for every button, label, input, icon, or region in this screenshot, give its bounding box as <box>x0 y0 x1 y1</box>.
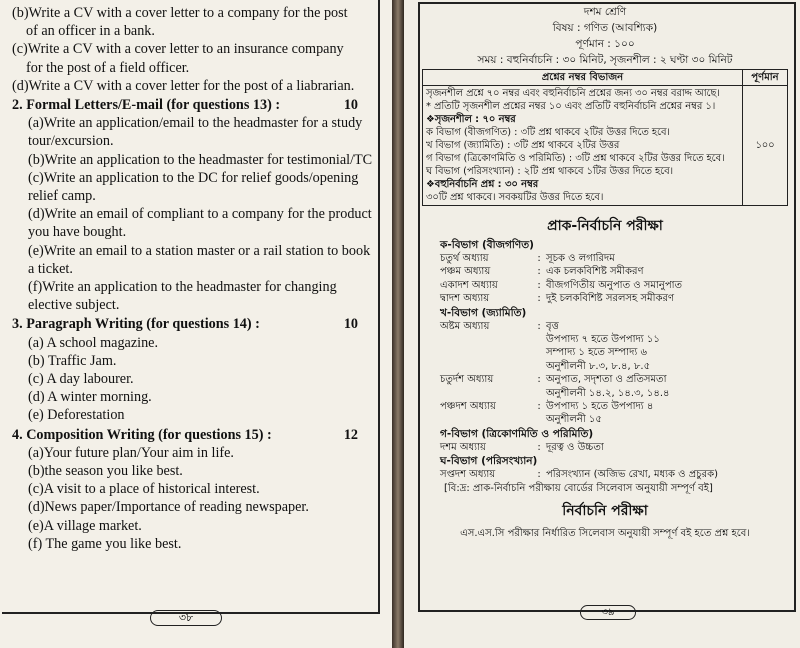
syllabus-row <box>422 360 788 373</box>
syllabus-row: অষ্টম অধ্যায় : বৃত্ত <box>422 320 788 333</box>
list-item: tour/excursion. <box>28 133 114 150</box>
table-cell <box>423 86 743 206</box>
book-gutter <box>392 0 404 648</box>
topic: উপপাদ্য ১ হতে উপপাদ্য ৪ <box>546 401 654 413</box>
list-item: elective subject. <box>28 297 120 314</box>
topic: সম্পাদ্য ১ হতে সম্পাদ্য ৬ <box>546 347 647 359</box>
list-item: (c)A visit to a place of historical interest. <box>28 481 260 498</box>
topic: সূচক ও লগারিদম <box>546 253 615 264</box>
syllabus-row: একাদশ অধ্যায় : বীজগণিতীয় অনুপাত ও সমানুপাত <box>422 279 788 292</box>
table-line: ❖বহুনির্বাচনি প্রশ্ন : ৩০ নম্বর <box>426 179 539 190</box>
final-exam-text: এস.এস.সি পরীক্ষার নির্ধারিত সিলেবাস অনুযায়ী সম্পূর্ণ বই হতে প্রশ্ন হবে। <box>460 527 750 539</box>
table-header: পূর্ণমান <box>743 70 788 86</box>
list-item: (e)A village market. <box>28 517 142 534</box>
full-marks: পূর্ণমান : ১০০ <box>575 38 635 50</box>
chapter <box>440 333 532 346</box>
topic: অনুপাত, সদৃশতা ও প্রতিসমতা <box>546 374 667 386</box>
list-item: (d)News paper/Importance of reading newspaper. <box>28 499 309 516</box>
topic: দূরত্ব ও উচ্চতা <box>546 441 604 453</box>
table-line: ৩০টি প্রশ্ন থাকবে। সবকয়টির উত্তর দিতে হবে। <box>426 192 604 203</box>
cv-item: (b)Write a CV with a cover letter to a company for the post <box>12 5 348 21</box>
list-item: (d) A winter morning. <box>28 389 152 406</box>
syllabus-row: পঞ্চদশ অধ্যায় : উপপাদ্য ১ হতে উপপাদ্য ৪ <box>422 400 788 413</box>
syllabus-section-head: গ-বিভাগ (ত্রিকোণমিতি ও পরিমিতি) <box>440 427 594 440</box>
list-item: (a) A school magazine. <box>28 334 159 351</box>
list-item: (a)Write an application/email to the headmaster for a study <box>28 115 363 132</box>
english-syllabus-text <box>12 4 373 553</box>
section-heading <box>12 315 368 333</box>
chapter: অষ্টম অধ্যায় <box>440 320 490 332</box>
class-title: দশম শ্রেণি <box>583 6 627 18</box>
topic: অনুশীলনী ৮.৩, ৮.৪, ৮.৫ <box>546 360 651 372</box>
section-title: 2. Formal Letters/E-mail (for questions 13) : <box>12 97 281 114</box>
syllabus-row <box>422 387 788 400</box>
math-syllabus <box>422 4 788 543</box>
syllabus-section-head: ঘ-বিভাগ (পরিসংখ্যান) <box>440 455 538 468</box>
section-marks: 10 <box>343 316 358 333</box>
chapter <box>440 360 532 373</box>
table-line: ঘ বিভাগ (পরিসংখ্যান) : ২টি প্রশ্ন থাকবে ১টির উত্তর দিতে হবে। <box>426 166 674 177</box>
section-heading <box>12 426 368 444</box>
syllabus-row: সপ্তদশ অধ্যায় : পরিসংখ্যান (অজিভ রেখা, মধ্যক ও প্রচুরক) <box>422 468 788 481</box>
chapter: পঞ্চম অধ্যায় <box>440 266 491 278</box>
chapter <box>440 413 532 426</box>
list-item: a ticket. <box>28 260 73 277</box>
syllabus-row <box>422 413 788 426</box>
syllabus-row: দ্বাদশ অধ্যায় : দুই চলকবিশিষ্ট সরলসহ সমীকরণ <box>422 292 788 305</box>
section-title: 3. Paragraph Writing (for questions 14) : <box>12 316 260 333</box>
chapter: দশম অধ্যায় <box>440 441 486 453</box>
syllabus-row: পঞ্চম অধ্যায় : এক চলকবিশিষ্ট সমীকরণ <box>422 265 788 278</box>
list-item: (f) The game you like best. <box>28 535 182 552</box>
cv-item: (c)Write a CV with a cover letter to an insurance company <box>12 41 344 58</box>
chapter: চতুর্থ অধ্যায় <box>440 253 489 264</box>
pre-exam-title: প্রাক-নির্বাচনি পরীক্ষা <box>547 218 663 234</box>
table-line: ❖সৃজনশীল : ৭০ নম্বর <box>426 114 516 125</box>
chapter <box>440 346 532 359</box>
table-line: গ বিভাগ (ত্রিকোণমিতি ও পরিমিতি) : ৩টি প্রশ্ন থাকবে ২টির উত্তর দিতে হবে। <box>426 153 725 164</box>
table-line: সৃজনশীল প্রশ্নে ৭০ নম্বর এবং বহুনির্বাচনি প্রশ্নের জন্য ৩০ নম্বর বরাদ্দ আছে। <box>426 88 720 99</box>
topic: অনুশীলনী ১৫ <box>546 414 602 426</box>
section-marks: 12 <box>343 426 358 443</box>
left-page <box>0 0 392 648</box>
chapter: পঞ্চদশ অধ্যায় <box>440 401 496 413</box>
syllabus-section-head: ক-বিভাগ (বীজগণিত) <box>440 239 534 251</box>
table-line: খ বিভাগ (জ্যামিতি) : ৩টি প্রশ্ন থাকবে ২টির উত্তর <box>426 140 620 151</box>
list-item: (b) Traffic Jam. <box>28 352 117 369</box>
list-item: (b)Write an application to the headmaster for testimonial/TC <box>28 151 373 168</box>
section-heading <box>12 96 368 114</box>
chapter: দ্বাদশ অধ্যায় <box>440 293 490 305</box>
topic: বীজগণিতীয় অনুপাত ও সমানুপাত <box>546 279 683 291</box>
page-number: ৩৮ <box>150 610 222 626</box>
list-item: you have bought. <box>28 224 127 241</box>
table-cell: ১০০ <box>743 86 788 206</box>
syllabus-row: দশম অধ্যায় : দূরত্ব ও উচ্চতা <box>422 441 788 454</box>
topic: অনুশীলনী ১৪.২, ১৪.৩, ১৪.৪ <box>546 387 670 399</box>
syllabus-note: [বি:দ্র: প্রাক-নির্বাচনি পরীক্ষায় বোর্ডের সিলেবাস অনুযায়ী সম্পূর্ণ বই] <box>444 482 713 494</box>
chapter: সপ্তদশ অধ্যায় <box>440 469 496 481</box>
chapter <box>440 387 532 400</box>
marks-distribution-table <box>422 69 788 206</box>
section-marks: 10 <box>343 97 358 114</box>
chapter: একাদশ অধ্যায় <box>440 279 498 291</box>
cv-item: of an officer in a bank. <box>26 23 155 40</box>
cv-item: (d)Write a CV with a cover letter for the post of a liabrarian. <box>12 77 355 94</box>
exam-time: সময় : বহুনির্বাচনি : ৩০ মিনিট, সৃজনশীল : ২ ঘণ্টা ৩০ মিনিট <box>477 54 733 66</box>
syllabus-section-head: খ-বিভাগ (জ্যামিতি) <box>440 306 527 319</box>
list-item: (c) A day labourer. <box>28 371 134 388</box>
list-item: (c)Write an application to the DC for relief goods/opening <box>28 169 359 186</box>
page-number: ৩৯ <box>580 605 636 620</box>
right-page <box>404 0 800 648</box>
subject-title: বিষয় : গণিত (আবশ্যিক) <box>552 22 658 34</box>
list-item: (d)Write an email of compliant to a company for the product <box>28 206 372 223</box>
list-item: (b)the season you like best. <box>28 463 183 480</box>
table-line: ক বিভাগ (বীজগণিত) : ৩টি প্রশ্ন থাকবে ২টির উত্তর দিতে হবে। <box>426 127 670 138</box>
topic: এক চলকবিশিষ্ট সমীকরণ <box>546 266 644 278</box>
section-title: 4. Composition Writing (for questions 15) : <box>12 426 272 443</box>
syllabus-row: চতুর্দশ অধ্যায় : অনুপাত, সদৃশতা ও প্রতিসমতা <box>422 373 788 386</box>
topic: দুই চলকবিশিষ্ট সরলসহ সমীকরণ <box>546 293 675 305</box>
list-item: (e) Deforestation <box>28 407 125 424</box>
table-header: প্রশ্নের নম্বর বিভাজন <box>423 70 743 86</box>
list-item: (a)Your future plan/Your aim in life. <box>28 444 234 461</box>
list-item: (e)Write an email to a station master or a rail station to book <box>28 242 371 259</box>
topic: উপপাদ্য ৭ হতে উপপাদ্য ১১ <box>546 334 660 346</box>
list-item: relief camp. <box>28 188 96 205</box>
syllabus-row: চতুর্থ অধ্যায় : সূচক ও লগারিদম <box>422 252 788 265</box>
table-line: * প্রতিটি সৃজনশীল প্রশ্নের নম্বর ১০ এবং প্রতিটি বহুনির্বাচনি প্রশ্নের নম্বর ১। <box>426 101 716 112</box>
list-item: (f)Write an application to the headmaster for changing <box>28 279 337 296</box>
cv-item: for the post of a field officer. <box>26 59 190 76</box>
topic: বৃত্ত <box>546 320 559 332</box>
topic: পরিসংখ্যান (অজিভ রেখা, মধ্যক ও প্রচুরক) <box>546 469 718 481</box>
chapter: চতুর্দশ অধ্যায় <box>440 374 494 386</box>
final-exam-title: নির্বাচনি পরীক্ষা <box>562 502 648 519</box>
syllabus-row <box>422 333 788 346</box>
syllabus-row <box>422 346 788 359</box>
